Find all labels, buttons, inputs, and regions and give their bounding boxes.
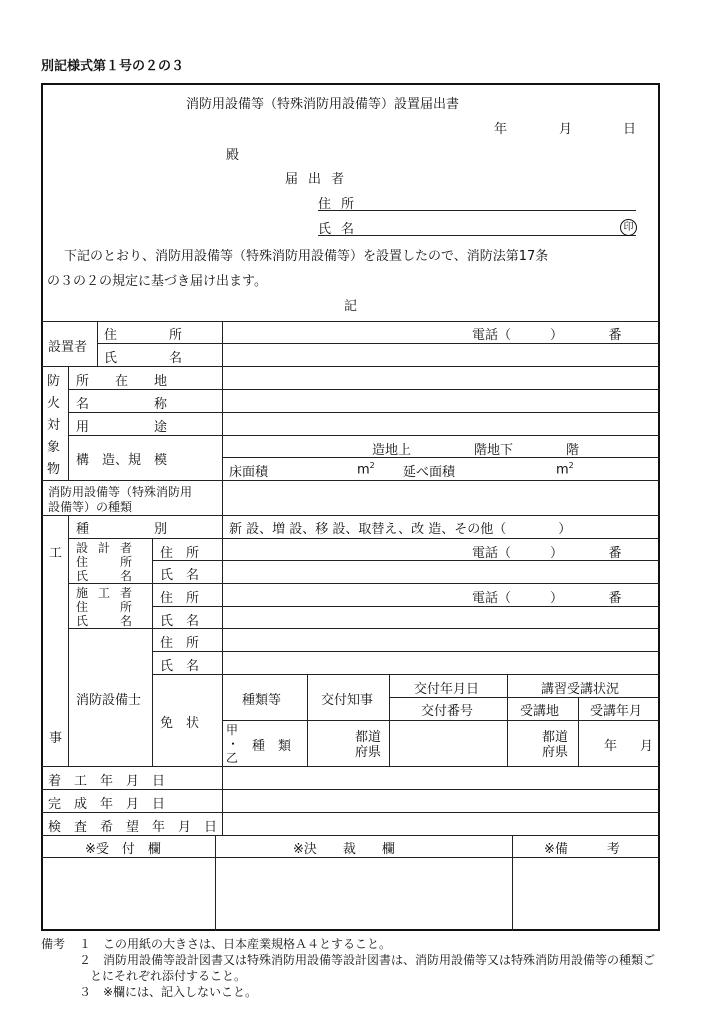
work-label-bottom: 事 [49, 731, 63, 746]
training-todofuken-2: 府県 [542, 745, 569, 760]
constructor-address-label: 住 所 [160, 591, 200, 606]
constructor-tel[interactable]: 電話（ ） 番 [472, 591, 622, 606]
complete-date-label: 完 成 年 月 日 [48, 797, 166, 812]
form-number: 別記様式第１号の２の３ [41, 59, 185, 74]
training-header: 講習受講状況 [541, 682, 620, 697]
license-otsu: 乙 [226, 751, 239, 765]
floor-area-unit: $m^2$ [357, 461, 375, 478]
constructor-name-note: 氏 名 [76, 614, 143, 628]
training-year-header: 受講年月 [590, 704, 643, 719]
note-1: １ この用紙の大きさは、日本産業規格Ａ４とすること。 [79, 937, 392, 951]
designer-name-label: 氏 名 [160, 568, 200, 583]
seal-mark: 印 [620, 219, 637, 236]
ki-label: 記 [344, 299, 358, 314]
engineer-address-label: 住 所 [160, 636, 200, 651]
training-month-unit: 月 [640, 739, 654, 754]
equipment-type-label-2: 設備等）の種類 [48, 500, 133, 514]
date-month[interactable]: 月 [559, 122, 573, 137]
work-label-top: 工 [49, 546, 63, 561]
floors-below: 階地下 [474, 443, 514, 458]
note-3: ３ ※欄には、記入しないこと。 [79, 985, 258, 999]
notifier-address-label: 住所 [318, 197, 365, 212]
addressee: 殿 [226, 148, 240, 163]
training-place-header: 受講地 [520, 704, 560, 719]
designer-address-note: 住 所 [76, 555, 143, 569]
start-date-label: 着 工 年 月 日 [48, 774, 166, 789]
designer-tel[interactable]: 電話（ ） 番 [472, 546, 622, 561]
governor-header: 交付知事 [321, 693, 374, 708]
object-name-label: 名 称 [76, 397, 168, 412]
training-year-unit: 年 [604, 739, 618, 754]
governor-todofuken-2: 府県 [355, 745, 382, 760]
form-title: 消防用設備等（特殊消防用設備等）設置届出書 [186, 97, 460, 112]
designer-label: 設計者 [76, 541, 143, 555]
installer-tel[interactable]: 電話（ ） 番 [472, 328, 622, 343]
constructor-label: 施工者 [76, 586, 143, 600]
license-shurui: 種 類 [252, 739, 292, 754]
installer-name-label: 氏 名 [104, 351, 183, 366]
governor-todofuken-1: 都道 [355, 730, 382, 745]
work-kind-value[interactable]: 新 設、増 設、移 設、取替え、改 造、その他（ ） [229, 522, 572, 537]
installer-label: 設置者 [48, 340, 88, 355]
receipt-header: ※受 付 欄 [85, 842, 161, 857]
floor-area-label: 床面積 [229, 465, 269, 480]
license-dot: ・ [227, 737, 240, 751]
issue-no-header: 交付番号 [421, 704, 474, 719]
notifier-label: 届出者 [285, 172, 355, 187]
date-day[interactable]: 日 [623, 122, 637, 137]
license-kind-header: 種類等 [242, 693, 282, 708]
decision-header: ※決 裁 欄 [293, 842, 395, 857]
notifier-name-label: 氏名 [318, 222, 365, 237]
constructor-address-note: 住 所 [76, 600, 143, 614]
training-todofuken-1: 都道 [542, 730, 569, 745]
license-kou: 甲 [226, 723, 239, 737]
floors-unit: 階 [566, 443, 580, 458]
object-label: 防 火 対 象 物 [47, 374, 61, 477]
total-area-unit: $m^2$ [556, 461, 574, 478]
date-year[interactable]: 年 [494, 122, 508, 137]
object-location-label: 所 在 地 [76, 374, 168, 389]
note-2b: とにそれぞれ添付すること。 [90, 969, 247, 983]
equipment-type-label-1: 消防用設備等（特殊消防用 [48, 485, 193, 499]
statement-line-2: の３の２の規定に基づき届け出ます。 [47, 274, 267, 289]
notes-label: 備考 [41, 937, 66, 951]
note-2a: ２ 消防用設備等設計図書又は特殊消防用設備等設計図書は、消防用設備等又は特殊消防用設備等の種類ご [79, 953, 656, 967]
object-structure-label: 構 造、規 模 [76, 453, 168, 468]
work-kind-label: 種 別 [76, 522, 168, 537]
remarks-header: ※備 考 [544, 842, 620, 857]
total-area-label: 延べ面積 [403, 465, 456, 480]
installer-address-label: 住 所 [104, 328, 183, 343]
designer-name-note: 氏 名 [76, 569, 143, 583]
engineer-name-label: 氏 名 [160, 659, 200, 674]
designer-address-label: 住 所 [160, 546, 200, 561]
object-use-label: 用 途 [76, 420, 168, 435]
inspect-date-label: 検 査 希 望 年 月 日 [48, 820, 218, 835]
statement-line-1: 下記のとおり、消防用設備等（特殊消防用設備等）を設置したので、消防法第17条 [64, 249, 549, 264]
license-label: 免 状 [160, 716, 200, 731]
constructor-name-label: 氏 名 [160, 614, 200, 629]
engineer-label: 消防設備士 [76, 693, 142, 708]
issue-date-header: 交付年月日 [414, 682, 480, 697]
floors-above: 造地上 [372, 443, 412, 458]
